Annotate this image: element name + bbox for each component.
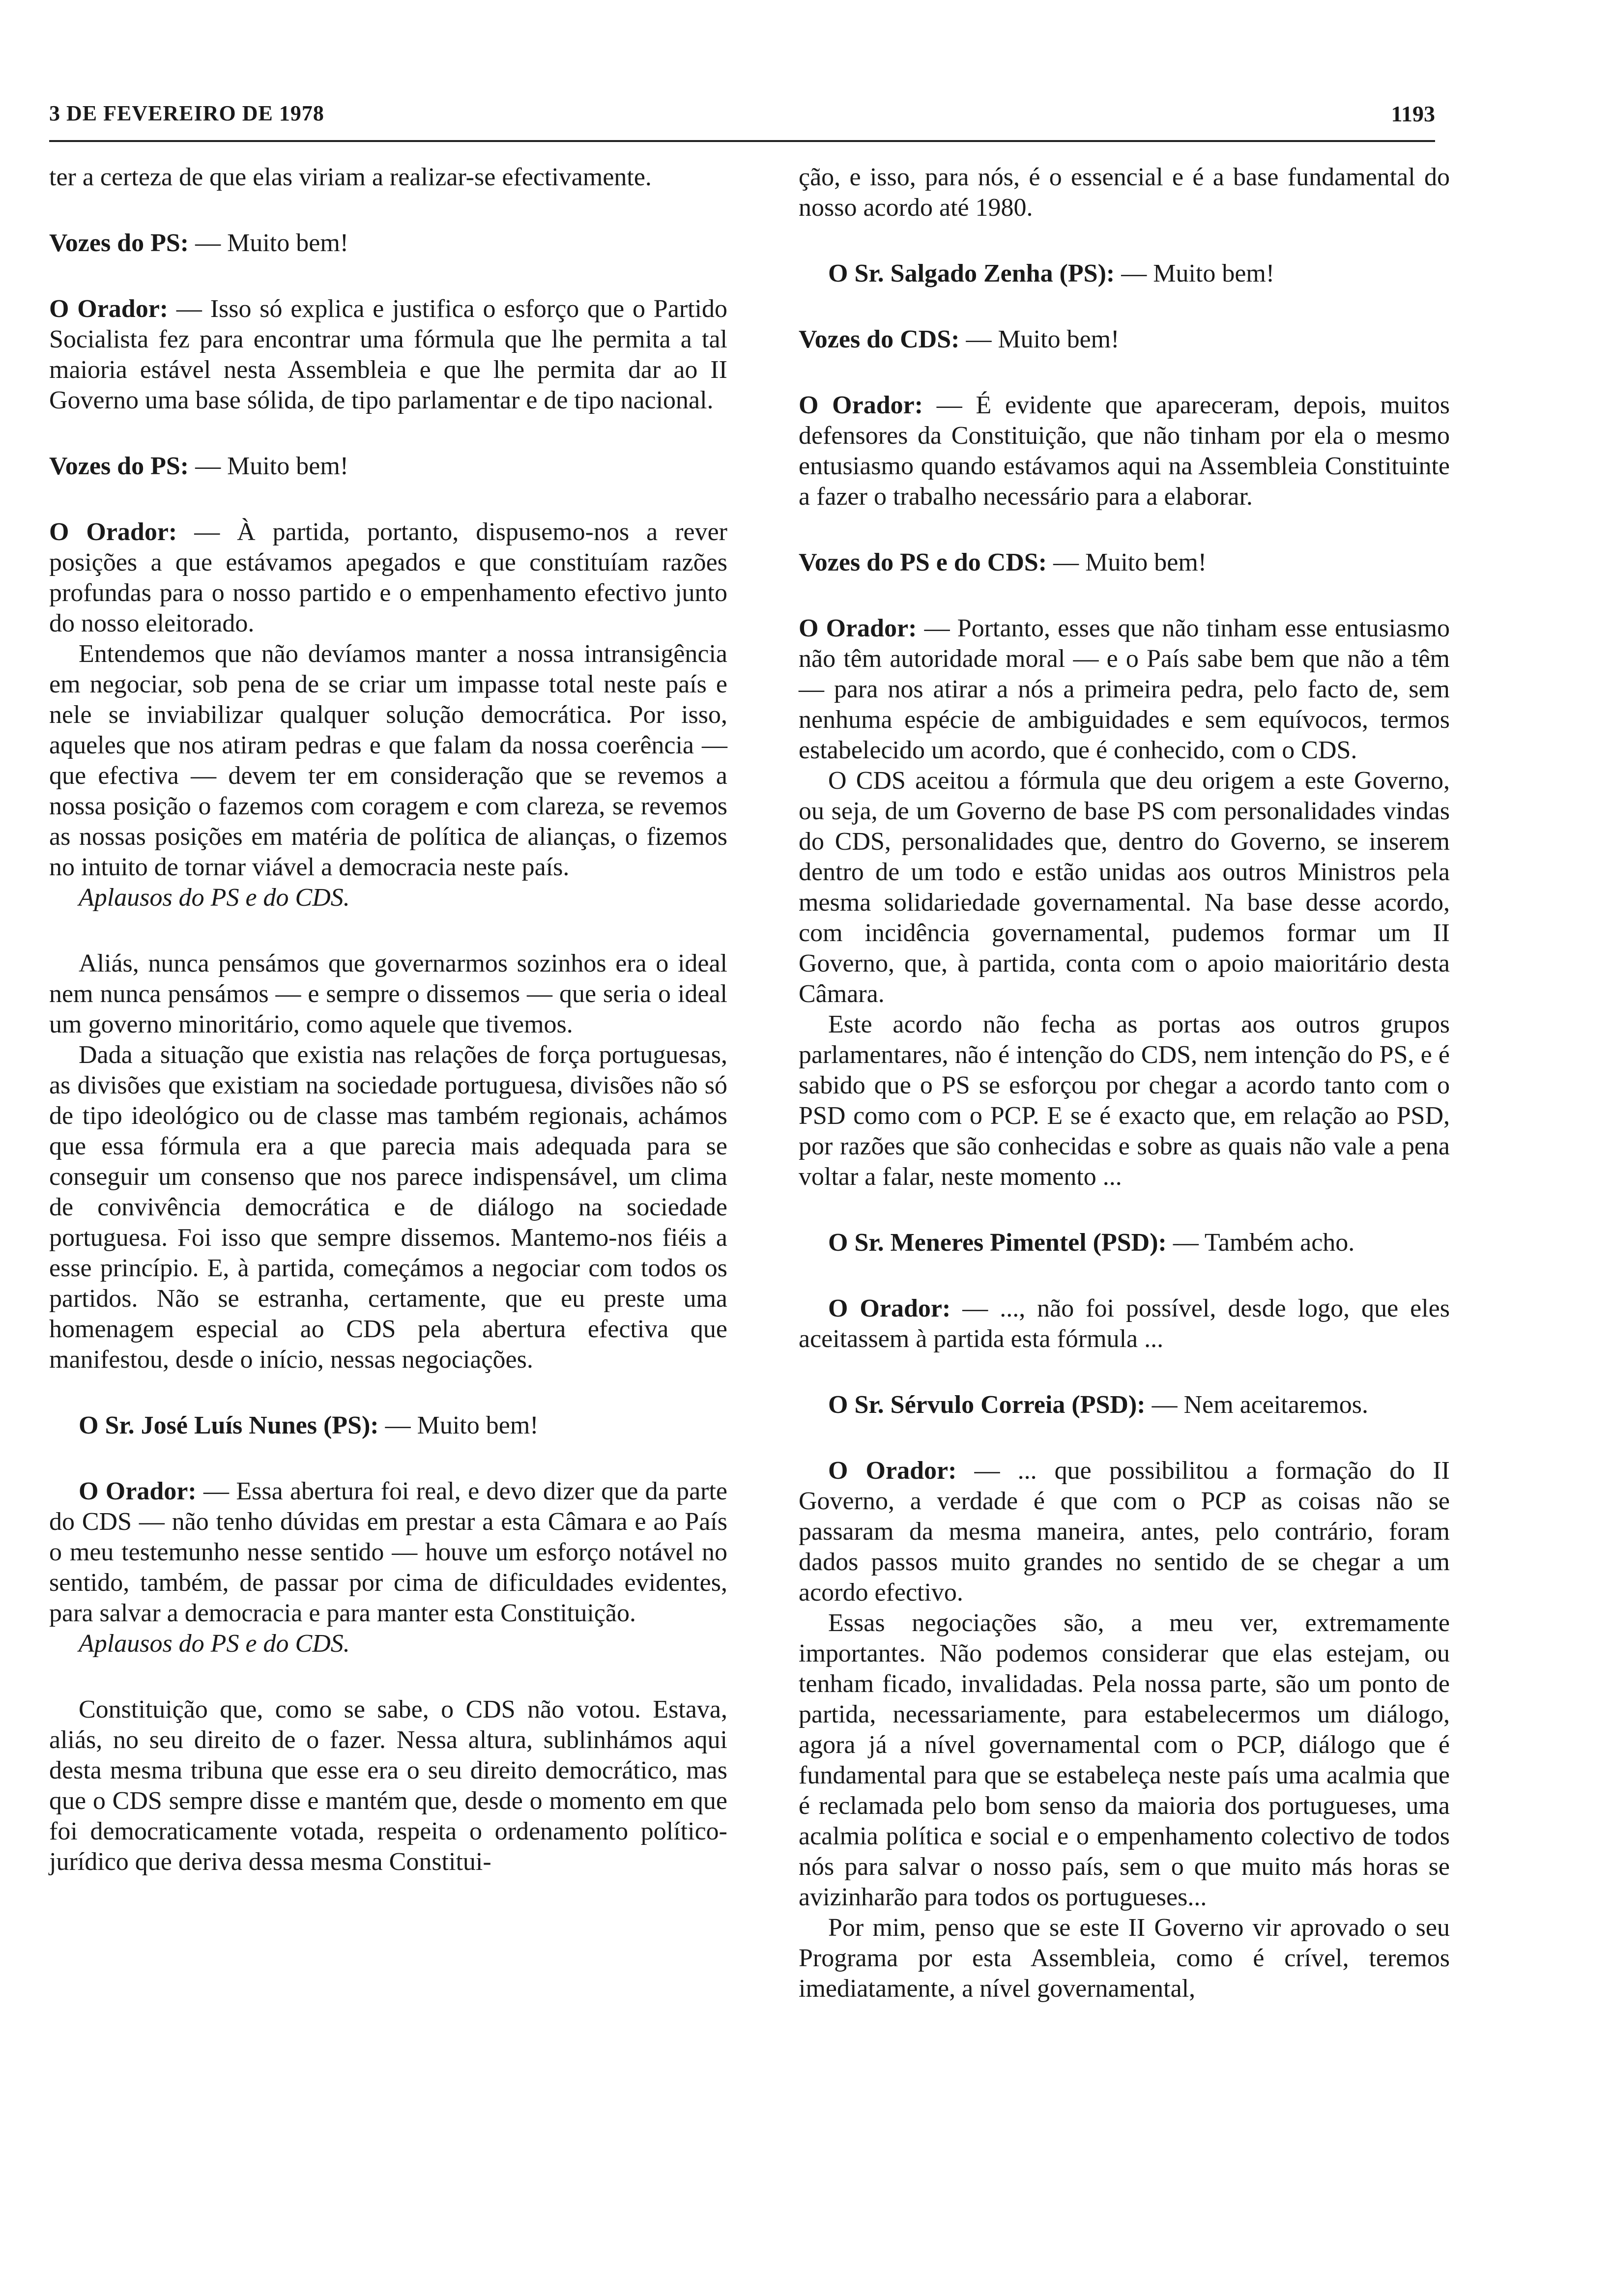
paragraph-text: — Muito bem! <box>189 452 349 480</box>
paragraph-text: — Portanto, esses que não tinham esse entusiasmo não têm autoridade moral — e o País sabe bem que não a têm — para nos atirar a nós a primeira pedra, pelo facto de, sem nenhuma espécie de ambiguidades e sem equívocos, termos estabelecido um acordo, que é conhecido, com o CDS. <box>799 614 1450 764</box>
page-header <box>49 96 1435 142</box>
speech-paragraph <box>799 1228 1450 1258</box>
speaker-name: O Orador: <box>49 518 177 546</box>
paragraph <box>49 948 727 1040</box>
speaker-name: Vozes do PS: <box>49 452 189 480</box>
speech-paragraph <box>799 1456 1450 1608</box>
paragraph <box>799 766 1450 1009</box>
paragraph-text: O CDS aceitou a fórmula que deu origem a este Governo, ou seja, de um Governo de base PS com personalidades vindas do CDS, personalidades que, dentro do Governo, se inserem dentro de um todo e estão unidas aos outros Ministros pela mesma solidariedade governamental. Na base desse acordo, com incidência governamental, pudemos formar um II Governo, que, à partida, conta com o apoio maioritário desta Câmara. <box>799 767 1450 1008</box>
paragraph-text: Entendemos que não devíamos manter a nossa intransigência em negociar, sob pena de se criar um impasse total neste país e nele se inviabilizar qualquer solução democrática. Por isso, aqueles que nos atiram pedras e que falam da nossa coerência — que efectiva — devem ter em consideração que se revemos a nossa posição o fazemos com coragem e com clareza, se revemos as nossas posições em matéria de política de alianças, o fizemos no intuito de tornar viável a democracia neste país. <box>49 640 727 881</box>
paragraph-text: — Muito bem! <box>378 1411 539 1439</box>
speech-paragraph <box>49 228 727 258</box>
speaker-name: Vozes do CDS: <box>799 325 960 353</box>
speech-paragraph <box>799 324 1450 355</box>
paragraph-text: — Também acho. <box>1166 1229 1355 1257</box>
stage-direction <box>49 883 727 913</box>
header-date: 3 DE FEVEREIRO DE 1978 <box>49 101 324 125</box>
paragraph-text: — Muito bem! <box>959 325 1120 353</box>
speaker-name: O Orador: <box>828 1294 951 1322</box>
speaker-name: O Orador: <box>79 1477 197 1505</box>
page-number: 1193 <box>1391 101 1435 126</box>
paragraph <box>799 1608 1450 1913</box>
paragraph-text: Dada a situação que existia nas relações de força portuguesas, as divisões que existiam na sociedade portuguesa, divisões não só de tipo ideológico ou de classe mas também regionais, achámos que essa fórmula era a que parecia mais adequada para se conseguir um consenso que nos parece indispensável, um clima de convivência democrática e de diálogo na sociedade portuguesa. Foi isso que sempre dissemos. Mantemo-nos fiéis a esse princípio. E, à partida, começámos a negociar com todos os partidos. Não se estranha, certamente, que eu preste uma homenagem especial ao CDS pela abertura efectiva que manifestou, desde o início, nessas negociações. <box>49 1041 727 1374</box>
speech-paragraph <box>49 294 727 416</box>
speech-paragraph <box>49 451 727 482</box>
paragraph-text: Aplausos do PS e do CDS. <box>79 884 350 912</box>
paragraph-text: — Isso só explica e justifica o esforço que o Partido Socialista fez para encontrar uma fórmula que lhe permita a tal maioria estável nesta Assembleia e que lhe permita dar ao II Governo uma base sólida, de tipo parlamentar e de tipo nacional. <box>49 295 728 414</box>
stage-direction <box>49 1629 727 1659</box>
speaker-name: O Orador: <box>49 295 169 323</box>
speaker-name: Vozes do PS: <box>49 229 189 257</box>
paragraph <box>799 162 1450 223</box>
paragraph-text: — Nem aceitaremos. <box>1145 1391 1368 1419</box>
paragraph-text: — ..., não foi possível, desde logo, que eles aceitassem à partida esta fórmula ... <box>799 1294 1450 1353</box>
left-column <box>49 162 727 1877</box>
paragraph-text: — Muito bem! <box>189 229 349 257</box>
paragraph-text: Aplausos do PS e do CDS. <box>79 1630 350 1658</box>
paragraph-text: Aliás, nunca pensámos que governarmos sozinhos era o ideal nem nunca pensámos — e sempre o dissemos — que seria o ideal um governo minoritário, como aquele que tivemos. <box>49 949 727 1038</box>
paragraph-text: — ... que possibilitou a formação do II Governo, a verdade é que com o PCP as coisas não se passaram da mesma maneira, antes, pelo contrário, foram dados passos muito grandes no sentido de se chegar a um acordo efectivo. <box>799 1457 1450 1607</box>
paragraph <box>49 162 727 193</box>
paragraph <box>799 1913 1450 2004</box>
speech-paragraph <box>799 1293 1450 1354</box>
speech-paragraph <box>49 1476 727 1629</box>
paragraph-text: — Muito bem! <box>1115 259 1275 287</box>
right-column <box>799 162 1450 2004</box>
paragraph <box>49 639 727 883</box>
speaker-name: Vozes do PS e do CDS: <box>799 548 1047 576</box>
speech-paragraph <box>799 390 1450 512</box>
speaker-name: O Sr. Sérvulo Correia (PSD): <box>828 1391 1146 1419</box>
speech-paragraph <box>799 258 1450 289</box>
speaker-name: O Sr. José Luís Nunes (PS): <box>79 1411 379 1439</box>
speech-paragraph <box>799 547 1450 578</box>
paragraph-text: — À partida, portanto, dispusemo-nos a rever posições a que estávamos apegados e que constituíam razões profundas para o nosso partido e o empenhamento efectivo junto do nosso eleitorado. <box>49 518 727 637</box>
paragraph-text: ção, e isso, para nós, é o essencial e é a base fundamental do nosso acordo até 1980. <box>799 163 1450 222</box>
speaker-name: O Sr. Salgado Zenha (PS): <box>828 259 1115 287</box>
speaker-name: O Orador: <box>799 614 917 642</box>
paragraph-text: Constituição que, como se sabe, o CDS não votou. Estava, aliás, no seu direito de o fazer. Nessa altura, sublinhámos aqui desta mesma tribuna que esse era o seu direito democrático, mas que o CDS sempre disse e mantém que, desde o momento em que foi democraticamente votada, respeita o ordenamento político-jurídico que deriva dessa mesma Constitui- <box>49 1695 727 1876</box>
speech-paragraph <box>49 517 727 639</box>
speaker-name: O Sr. Meneres Pimentel (PSD): <box>828 1229 1167 1257</box>
paragraph-text: Por mim, penso que se este II Governo vir aprovado o seu Programa por esta Assembleia, como é crível, teremos imediatamente, a nível governamental, <box>799 1914 1450 2003</box>
paragraph-text: — Essa abertura foi real, e devo dizer que da parte do CDS — não tenho dúvidas em prestar a esta Câmara e ao País o meu testemunho nesse sentido — houve um esforço notável no sentido, também, de passar por cima de dificuldades evidentes, para salvar a democracia e para manter esta Constituição. <box>49 1477 728 1627</box>
speech-paragraph <box>799 613 1450 766</box>
speaker-name: O Orador: <box>799 391 923 419</box>
speech-paragraph <box>49 1410 727 1441</box>
paragraph-text: — É evidente que apareceram, depois, muitos defensores da Constituição, que não tinham por ela o mesmo entusiasmo quando estávamos aqui na Assembleia Constituinte a fazer o trabalho necessário para a elaborar. <box>799 391 1450 511</box>
paragraph <box>799 1009 1450 1192</box>
paragraph-text: Essas negociações são, a meu ver, extremamente importantes. Não podemos considerar que elas estejam, ou tenham ficado, invalidadas. Pela nossa parte, são um ponto de partida, necessariamente, para estabelecermos um diálogo, agora já a nível governamental com o PCP, diálogo que é fundamental para que se estabeleça neste país uma acalmia que é reclamada pelo bom senso da maioria dos portugueses, uma acalmia política e social e o empenhamento colectivo de todos nós para salvar o nosso país, sem o que muito más horas se avizinharão para todos os portugueses... <box>799 1609 1450 1911</box>
paragraph <box>49 1694 727 1877</box>
paragraph <box>49 1040 727 1375</box>
paragraph-text: — Muito bem! <box>1047 548 1207 576</box>
paragraph-text: Este acordo não fecha as portas aos outros grupos parlamentares, não é intenção do CDS, nem intenção do PS, e é sabido que o PS se esforçou por chegar a acordo tanto com o PSD como com o PCP. E se é exacto que, em relação ao PSD, por razões que são conhecidas e sobre as quais não vale a pena voltar a falar, neste momento ... <box>799 1010 1450 1191</box>
speaker-name: O Orador: <box>828 1457 957 1485</box>
speech-paragraph <box>799 1390 1450 1420</box>
paragraph-text: ter a certeza de que elas viriam a realizar-se efectivamente. <box>49 163 652 191</box>
